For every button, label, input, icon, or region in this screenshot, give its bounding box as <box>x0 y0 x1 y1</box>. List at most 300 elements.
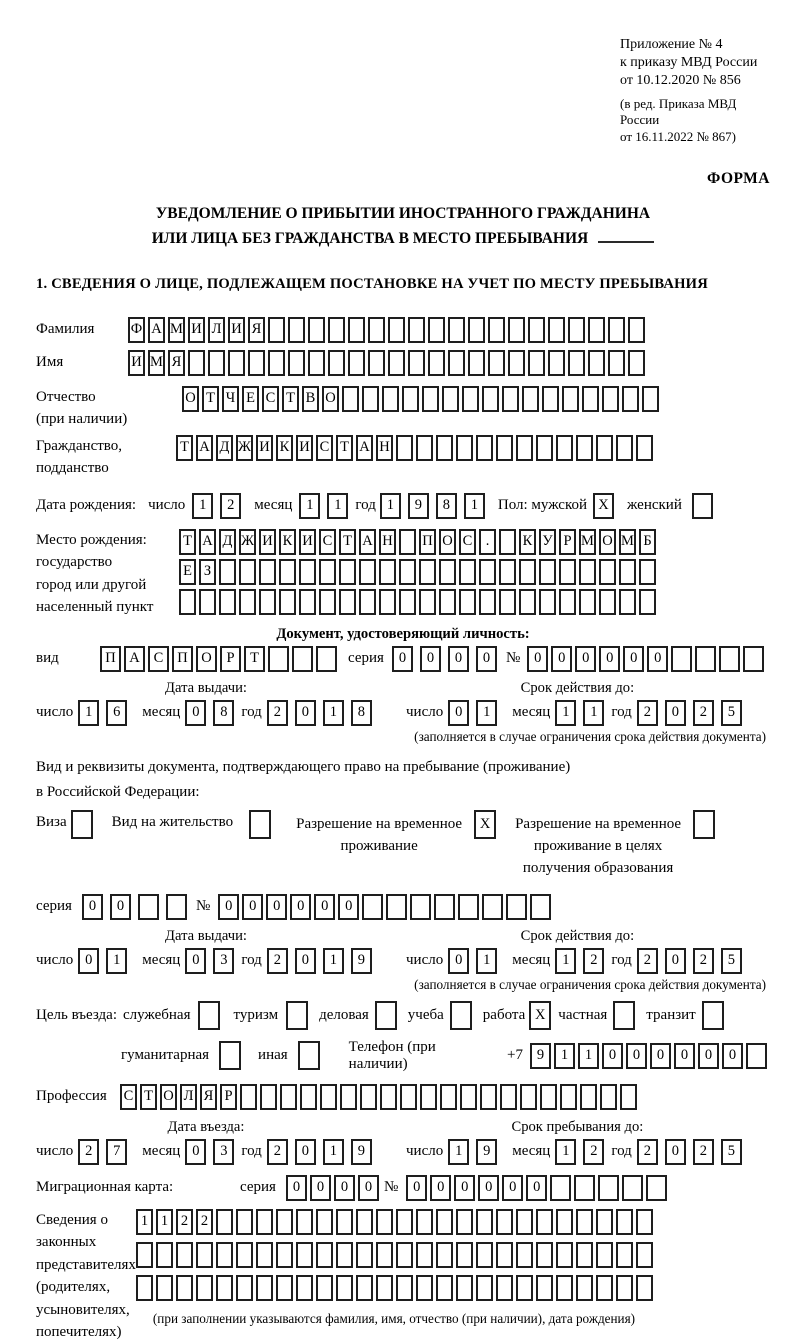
representatives-row2-cell[interactable] <box>436 1242 453 1268</box>
representatives-row3-cell[interactable] <box>456 1275 473 1301</box>
firstname-cell[interactable] <box>528 350 545 376</box>
birth-place-row1-cell[interactable]: М <box>619 529 636 555</box>
patronymic-cell[interactable] <box>382 386 399 412</box>
representatives-row1-cell[interactable] <box>296 1209 313 1235</box>
r-valid-year-cell[interactable]: 2 <box>637 948 658 974</box>
firstname-cell[interactable] <box>448 350 465 376</box>
birth-place-row1-cell[interactable]: О <box>599 529 616 555</box>
representatives-row3-cell[interactable] <box>516 1275 533 1301</box>
doc-kind-cell[interactable] <box>316 646 337 672</box>
migration-number-cell[interactable]: 0 <box>526 1175 547 1201</box>
surname-cell[interactable] <box>588 317 605 343</box>
representatives-row1-cell[interactable] <box>516 1209 533 1235</box>
birth-year-cell[interactable]: 1 <box>380 493 401 519</box>
birth-place-row2-cell[interactable] <box>479 559 496 585</box>
birth-year-cell[interactable]: 9 <box>408 493 429 519</box>
firstname-cell[interactable] <box>428 350 445 376</box>
profession-cell[interactable]: Я <box>200 1084 217 1110</box>
profession-cell[interactable] <box>600 1084 617 1110</box>
representatives-row3-cell[interactable] <box>496 1275 513 1301</box>
representatives-row1-cell[interactable]: 1 <box>156 1209 173 1235</box>
surname-cell[interactable] <box>608 317 625 343</box>
residence-number-cell[interactable]: 0 <box>242 894 263 920</box>
issue-year-cell[interactable]: 8 <box>351 700 372 726</box>
birth-place-row1-cell[interactable]: А <box>359 529 376 555</box>
representatives-row3-cell[interactable] <box>276 1275 293 1301</box>
doc-number-cell[interactable] <box>743 646 764 672</box>
birth-place-row2-cell[interactable] <box>539 559 556 585</box>
birth-place-row3-cell[interactable] <box>259 589 276 615</box>
birth-place-row2-cell[interactable] <box>259 559 276 585</box>
birth-place-row1-cell[interactable] <box>399 529 416 555</box>
representatives-row3-cell[interactable] <box>556 1275 573 1301</box>
representatives-row1-cell[interactable]: 2 <box>176 1209 193 1235</box>
valid-year-cell[interactable]: 2 <box>693 700 714 726</box>
birth-place-row1-cell[interactable]: Т <box>179 529 196 555</box>
issue-month-cell[interactable]: 0 <box>185 700 206 726</box>
representatives-row2-cell[interactable] <box>196 1242 213 1268</box>
profession-cell[interactable] <box>540 1084 557 1110</box>
birth-place-row3-cell[interactable] <box>179 589 196 615</box>
patronymic-cell[interactable] <box>342 386 359 412</box>
citizenship-cell[interactable]: И <box>256 435 273 461</box>
birth-place-row2-cell[interactable]: З <box>199 559 216 585</box>
firstname-cell[interactable] <box>548 350 565 376</box>
birth-place-row2-cell[interactable] <box>559 559 576 585</box>
profession-cell[interactable]: Р <box>220 1084 237 1110</box>
representatives-row1-cell[interactable] <box>496 1209 513 1235</box>
citizenship-cell[interactable] <box>596 435 613 461</box>
birth-place-row2-cell[interactable] <box>339 559 356 585</box>
doc-kind-cell[interactable]: Т <box>244 646 265 672</box>
purpose-opt5-cell[interactable]: X <box>529 1001 551 1030</box>
issue-year-cell[interactable]: 1 <box>323 700 344 726</box>
representatives-row3-cell[interactable] <box>136 1275 153 1301</box>
representatives-row1-cell[interactable] <box>536 1209 553 1235</box>
citizenship-cell[interactable]: Ж <box>236 435 253 461</box>
patronymic-cell[interactable] <box>622 386 639 412</box>
representatives-row2-cell[interactable] <box>616 1242 633 1268</box>
phone-cell[interactable]: 9 <box>530 1043 551 1069</box>
doc-number-cell[interactable]: 0 <box>647 646 668 672</box>
firstname-cell[interactable] <box>328 350 345 376</box>
r-valid-month-cell[interactable]: 1 <box>555 948 576 974</box>
valid-month-cell[interactable]: 1 <box>555 700 576 726</box>
representatives-row1-cell[interactable] <box>456 1209 473 1235</box>
birth-place-row3-cell[interactable] <box>419 589 436 615</box>
citizenship-cell[interactable] <box>476 435 493 461</box>
patronymic-cell[interactable]: Е <box>242 386 259 412</box>
citizenship-cell[interactable] <box>516 435 533 461</box>
birth-month-cell[interactable]: 1 <box>299 493 320 519</box>
r-valid-day-cell[interactable]: 1 <box>476 948 497 974</box>
patronymic-cell[interactable] <box>462 386 479 412</box>
birth-place-row2-cell[interactable] <box>239 559 256 585</box>
residence-number-cell[interactable]: 0 <box>266 894 287 920</box>
representatives-row3-cell[interactable] <box>596 1275 613 1301</box>
representatives-row3-cell[interactable] <box>296 1275 313 1301</box>
stay-day-cell[interactable]: 9 <box>476 1139 497 1165</box>
representatives-row3-cell[interactable] <box>476 1275 493 1301</box>
citizenship-cell[interactable]: С <box>316 435 333 461</box>
migration-number-cell[interactable] <box>550 1175 571 1201</box>
r-valid-year-cell[interactable]: 0 <box>665 948 686 974</box>
citizenship-cell[interactable]: К <box>276 435 293 461</box>
representatives-row1-cell[interactable] <box>376 1209 393 1235</box>
birth-place-row1-cell[interactable]: А <box>199 529 216 555</box>
patronymic-cell[interactable] <box>522 386 539 412</box>
birth-place-row2-cell[interactable] <box>399 559 416 585</box>
profession-cell[interactable] <box>320 1084 337 1110</box>
citizenship-cell[interactable] <box>636 435 653 461</box>
birth-place-row1-cell[interactable]: К <box>279 529 296 555</box>
profession-cell[interactable] <box>480 1084 497 1110</box>
purpose-opt7-cell[interactable] <box>702 1001 724 1030</box>
representatives-row1-cell[interactable] <box>436 1209 453 1235</box>
representatives-row2-cell[interactable] <box>276 1242 293 1268</box>
migration-series-cell[interactable]: 0 <box>310 1175 331 1201</box>
purpose-opt1-cell[interactable] <box>198 1001 220 1030</box>
profession-cell[interactable] <box>560 1084 577 1110</box>
patronymic-cell[interactable] <box>562 386 579 412</box>
doc-number-cell[interactable] <box>695 646 716 672</box>
profession-cell[interactable] <box>360 1084 377 1110</box>
surname-cell[interactable]: Я <box>248 317 265 343</box>
firstname-cell[interactable] <box>408 350 425 376</box>
representatives-row1-cell[interactable] <box>396 1209 413 1235</box>
representatives-row2-cell[interactable] <box>336 1242 353 1268</box>
representatives-row2-cell[interactable] <box>236 1242 253 1268</box>
birth-place-row1-cell[interactable]: С <box>459 529 476 555</box>
migration-number-cell[interactable] <box>622 1175 643 1201</box>
edu-permit-cell[interactable] <box>693 810 715 839</box>
birth-place-row2-cell[interactable] <box>439 559 456 585</box>
residence-number-cell[interactable] <box>530 894 551 920</box>
surname-cell[interactable] <box>468 317 485 343</box>
birth-place-row1-cell[interactable]: Р <box>559 529 576 555</box>
firstname-cell[interactable] <box>568 350 585 376</box>
representatives-row3-cell[interactable] <box>636 1275 653 1301</box>
purpose-opt8-cell[interactable] <box>219 1041 241 1070</box>
surname-cell[interactable] <box>308 317 325 343</box>
entry-month-cell[interactable]: 3 <box>213 1139 234 1165</box>
stay-day-cell[interactable]: 1 <box>448 1139 469 1165</box>
birth-place-row3-cell[interactable] <box>599 589 616 615</box>
permit-cell[interactable] <box>249 810 271 839</box>
birth-place-row2-cell[interactable] <box>519 559 536 585</box>
issue-day-cell[interactable]: 1 <box>78 700 99 726</box>
birth-place-row3-cell[interactable] <box>439 589 456 615</box>
patronymic-cell[interactable]: О <box>322 386 339 412</box>
representatives-row2-cell[interactable] <box>476 1242 493 1268</box>
residence-series-cell[interactable] <box>138 894 159 920</box>
firstname-cell[interactable]: М <box>148 350 165 376</box>
birth-place-row1-cell[interactable]: Б <box>639 529 656 555</box>
birth-place-row2-cell[interactable] <box>619 559 636 585</box>
doc-kind-cell[interactable]: А <box>124 646 145 672</box>
birth-place-row2-cell[interactable] <box>579 559 596 585</box>
surname-cell[interactable] <box>548 317 565 343</box>
birth-place-row3-cell[interactable] <box>459 589 476 615</box>
representatives-row1-cell[interactable] <box>236 1209 253 1235</box>
profession-cell[interactable] <box>620 1084 637 1110</box>
citizenship-cell[interactable] <box>576 435 593 461</box>
citizenship-cell[interactable] <box>416 435 433 461</box>
patronymic-cell[interactable]: Т <box>202 386 219 412</box>
representatives-row3-cell[interactable] <box>376 1275 393 1301</box>
birth-place-row2-cell[interactable] <box>599 559 616 585</box>
representatives-row2-cell[interactable] <box>256 1242 273 1268</box>
birth-place-row2-cell[interactable]: Е <box>179 559 196 585</box>
birth-year-cell[interactable]: 8 <box>436 493 457 519</box>
profession-cell[interactable]: О <box>160 1084 177 1110</box>
representatives-row2-cell[interactable] <box>356 1242 373 1268</box>
citizenship-cell[interactable] <box>436 435 453 461</box>
doc-number-cell[interactable]: 0 <box>599 646 620 672</box>
surname-cell[interactable] <box>528 317 545 343</box>
representatives-row1-cell[interactable] <box>556 1209 573 1235</box>
representatives-row1-cell[interactable]: 2 <box>196 1209 213 1235</box>
citizenship-cell[interactable]: Д <box>216 435 233 461</box>
doc-kind-cell[interactable]: П <box>172 646 193 672</box>
entry-year-cell[interactable]: 0 <box>295 1139 316 1165</box>
citizenship-cell[interactable]: Т <box>176 435 193 461</box>
stay-year-cell[interactable]: 0 <box>665 1139 686 1165</box>
surname-cell[interactable] <box>448 317 465 343</box>
representatives-row1-cell[interactable] <box>576 1209 593 1235</box>
firstname-cell[interactable]: Я <box>168 350 185 376</box>
doc-series-cell[interactable]: 0 <box>476 646 497 672</box>
patronymic-cell[interactable] <box>402 386 419 412</box>
migration-number-cell[interactable] <box>646 1175 667 1201</box>
representatives-row2-cell[interactable] <box>396 1242 413 1268</box>
representatives-row2-cell[interactable] <box>536 1242 553 1268</box>
birth-place-row3-cell[interactable] <box>359 589 376 615</box>
residence-number-cell[interactable] <box>482 894 503 920</box>
valid-month-cell[interactable]: 1 <box>583 700 604 726</box>
firstname-cell[interactable] <box>188 350 205 376</box>
issue-year-cell[interactable]: 2 <box>267 700 288 726</box>
doc-kind-cell[interactable] <box>268 646 289 672</box>
representatives-row1-cell[interactable] <box>596 1209 613 1235</box>
birth-place-row3-cell[interactable] <box>379 589 396 615</box>
patronymic-cell[interactable] <box>602 386 619 412</box>
migration-series-cell[interactable]: 0 <box>358 1175 379 1201</box>
surname-cell[interactable] <box>408 317 425 343</box>
representatives-row1-cell[interactable] <box>316 1209 333 1235</box>
birth-place-row1-cell[interactable]: Д <box>219 529 236 555</box>
firstname-cell[interactable] <box>308 350 325 376</box>
birth-place-row3-cell[interactable] <box>399 589 416 615</box>
profession-cell[interactable] <box>580 1084 597 1110</box>
entry-year-cell[interactable]: 9 <box>351 1139 372 1165</box>
phone-cell[interactable]: 0 <box>626 1043 647 1069</box>
r-issue-year-cell[interactable]: 1 <box>323 948 344 974</box>
birth-place-row2-cell[interactable] <box>379 559 396 585</box>
patronymic-cell[interactable]: Т <box>282 386 299 412</box>
profession-cell[interactable] <box>460 1084 477 1110</box>
representatives-row3-cell[interactable] <box>576 1275 593 1301</box>
citizenship-cell[interactable]: Т <box>336 435 353 461</box>
representatives-row3-cell[interactable] <box>236 1275 253 1301</box>
birth-place-row1-cell[interactable] <box>499 529 516 555</box>
surname-cell[interactable] <box>328 317 345 343</box>
r-issue-month-cell[interactable]: 0 <box>185 948 206 974</box>
phone-cell[interactable]: 1 <box>578 1043 599 1069</box>
citizenship-cell[interactable] <box>396 435 413 461</box>
residence-number-cell[interactable] <box>410 894 431 920</box>
birth-place-row2-cell[interactable] <box>319 559 336 585</box>
residence-series-cell[interactable] <box>166 894 187 920</box>
representatives-row1-cell[interactable] <box>216 1209 233 1235</box>
representatives-row2-cell[interactable] <box>156 1242 173 1268</box>
birth-place-row1-cell[interactable]: П <box>419 529 436 555</box>
representatives-row3-cell[interactable] <box>396 1275 413 1301</box>
birth-place-row1-cell[interactable]: К <box>519 529 536 555</box>
birth-place-row3-cell[interactable] <box>639 589 656 615</box>
representatives-row2-cell[interactable] <box>376 1242 393 1268</box>
surname-cell[interactable] <box>508 317 525 343</box>
birth-place-row2-cell[interactable] <box>219 559 236 585</box>
r-issue-year-cell[interactable]: 2 <box>267 948 288 974</box>
citizenship-cell[interactable]: А <box>356 435 373 461</box>
residence-number-cell[interactable] <box>458 894 479 920</box>
r-issue-day-cell[interactable]: 1 <box>106 948 127 974</box>
birth-place-row3-cell[interactable] <box>479 589 496 615</box>
birth-place-row3-cell[interactable] <box>299 589 316 615</box>
valid-day-cell[interactable]: 0 <box>448 700 469 726</box>
representatives-row3-cell[interactable] <box>616 1275 633 1301</box>
entry-year-cell[interactable]: 1 <box>323 1139 344 1165</box>
firstname-cell[interactable] <box>388 350 405 376</box>
birth-year-cell[interactable]: 1 <box>464 493 485 519</box>
firstname-cell[interactable] <box>628 350 645 376</box>
birth-place-row1-cell[interactable]: . <box>479 529 496 555</box>
firstname-cell[interactable] <box>488 350 505 376</box>
representatives-row2-cell[interactable] <box>216 1242 233 1268</box>
citizenship-cell[interactable]: Н <box>376 435 393 461</box>
surname-cell[interactable] <box>488 317 505 343</box>
representatives-row2-cell[interactable] <box>596 1242 613 1268</box>
surname-cell[interactable]: И <box>228 317 245 343</box>
birth-place-row3-cell[interactable] <box>319 589 336 615</box>
surname-cell[interactable] <box>268 317 285 343</box>
citizenship-cell[interactable] <box>496 435 513 461</box>
surname-cell[interactable] <box>368 317 385 343</box>
stay-year-cell[interactable]: 2 <box>637 1139 658 1165</box>
residence-series-cell[interactable]: 0 <box>110 894 131 920</box>
sex-male-cell[interactable]: X <box>593 493 614 519</box>
residence-number-cell[interactable]: 0 <box>218 894 239 920</box>
visa-cell[interactable] <box>71 810 93 839</box>
profession-cell[interactable] <box>280 1084 297 1110</box>
r-valid-month-cell[interactable]: 2 <box>583 948 604 974</box>
representatives-row3-cell[interactable] <box>196 1275 213 1301</box>
birth-place-row3-cell[interactable] <box>239 589 256 615</box>
representatives-row1-cell[interactable] <box>616 1209 633 1235</box>
birth-place-row1-cell[interactable]: О <box>439 529 456 555</box>
doc-series-cell[interactable]: 0 <box>448 646 469 672</box>
birth-place-row3-cell[interactable] <box>539 589 556 615</box>
valid-day-cell[interactable]: 1 <box>476 700 497 726</box>
doc-kind-cell[interactable] <box>292 646 313 672</box>
residence-number-cell[interactable]: 0 <box>338 894 359 920</box>
birth-place-row2-cell[interactable] <box>639 559 656 585</box>
phone-cell[interactable]: 0 <box>698 1043 719 1069</box>
doc-number-cell[interactable]: 0 <box>527 646 548 672</box>
citizenship-cell[interactable] <box>556 435 573 461</box>
surname-cell[interactable] <box>428 317 445 343</box>
patronymic-cell[interactable] <box>422 386 439 412</box>
r-valid-year-cell[interactable]: 5 <box>721 948 742 974</box>
representatives-row1-cell[interactable] <box>416 1209 433 1235</box>
patronymic-cell[interactable]: О <box>182 386 199 412</box>
issue-day-cell[interactable]: 6 <box>106 700 127 726</box>
representatives-row1-cell[interactable] <box>336 1209 353 1235</box>
purpose-opt4-cell[interactable] <box>450 1001 472 1030</box>
profession-cell[interactable] <box>420 1084 437 1110</box>
doc-number-cell[interactable] <box>719 646 740 672</box>
temp-permit-cell[interactable]: X <box>474 810 496 839</box>
issue-month-cell[interactable]: 8 <box>213 700 234 726</box>
migration-number-cell[interactable] <box>598 1175 619 1201</box>
residence-number-cell[interactable] <box>434 894 455 920</box>
citizenship-cell[interactable] <box>616 435 633 461</box>
representatives-row3-cell[interactable] <box>436 1275 453 1301</box>
patronymic-cell[interactable] <box>362 386 379 412</box>
patronymic-cell[interactable] <box>442 386 459 412</box>
representatives-row3-cell[interactable] <box>176 1275 193 1301</box>
sex-female-cell[interactable] <box>692 493 713 519</box>
residence-number-cell[interactable] <box>386 894 407 920</box>
citizenship-cell[interactable] <box>536 435 553 461</box>
migration-number-cell[interactable]: 0 <box>502 1175 523 1201</box>
profession-cell[interactable]: Л <box>180 1084 197 1110</box>
birth-place-row3-cell[interactable] <box>199 589 216 615</box>
representatives-row3-cell[interactable] <box>256 1275 273 1301</box>
valid-year-cell[interactable]: 5 <box>721 700 742 726</box>
migration-series-cell[interactable]: 0 <box>286 1175 307 1201</box>
stay-year-cell[interactable]: 5 <box>721 1139 742 1165</box>
surname-cell[interactable]: Л <box>208 317 225 343</box>
birth-place-row3-cell[interactable] <box>279 589 296 615</box>
stay-month-cell[interactable]: 1 <box>555 1139 576 1165</box>
birth-place-row2-cell[interactable] <box>499 559 516 585</box>
profession-cell[interactable] <box>260 1084 277 1110</box>
representatives-row1-cell[interactable] <box>476 1209 493 1235</box>
representatives-row2-cell[interactable] <box>456 1242 473 1268</box>
firstname-cell[interactable] <box>248 350 265 376</box>
birth-place-row1-cell[interactable]: Н <box>379 529 396 555</box>
representatives-row1-cell[interactable] <box>356 1209 373 1235</box>
residence-number-cell[interactable]: 0 <box>314 894 335 920</box>
representatives-row2-cell[interactable] <box>176 1242 193 1268</box>
representatives-row2-cell[interactable] <box>296 1242 313 1268</box>
patronymic-cell[interactable]: Ч <box>222 386 239 412</box>
entry-year-cell[interactable]: 2 <box>267 1139 288 1165</box>
representatives-row2-cell[interactable] <box>636 1242 653 1268</box>
stay-month-cell[interactable]: 2 <box>583 1139 604 1165</box>
migration-number-cell[interactable]: 0 <box>454 1175 475 1201</box>
purpose-opt2-cell[interactable] <box>286 1001 308 1030</box>
profession-cell[interactable] <box>400 1084 417 1110</box>
doc-kind-cell[interactable]: С <box>148 646 169 672</box>
birth-place-row2-cell[interactable] <box>279 559 296 585</box>
firstname-cell[interactable] <box>468 350 485 376</box>
surname-cell[interactable] <box>388 317 405 343</box>
doc-kind-cell[interactable]: П <box>100 646 121 672</box>
representatives-row2-cell[interactable] <box>416 1242 433 1268</box>
